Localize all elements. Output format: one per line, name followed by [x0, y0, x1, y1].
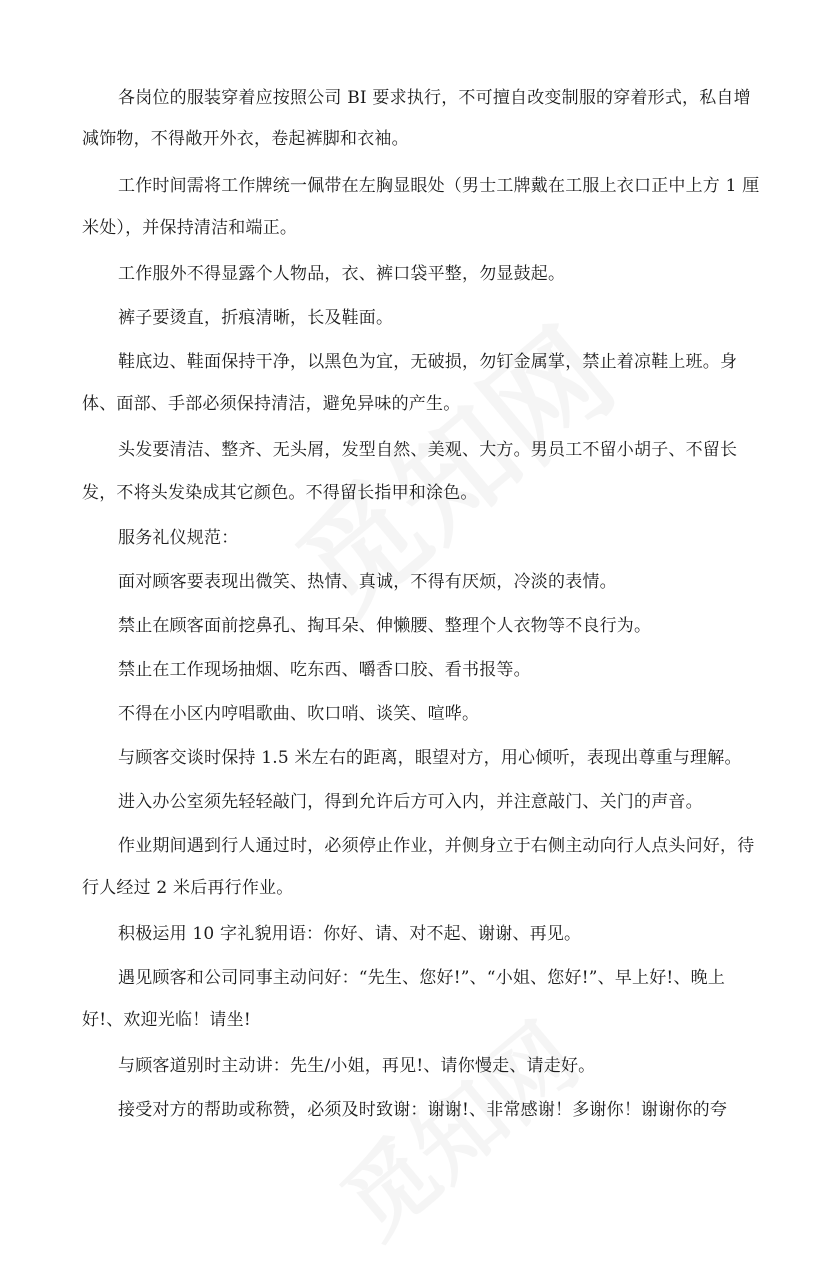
paragraph-line: 工作服外不得显露个人物品，衣、裤口袋平整，勿显鼓起。 [118, 264, 566, 284]
paragraph-line: 各岗位的服装穿着应按照公司 BI 要求执行，不可擅自改变制服的穿着形式，私自增 [118, 88, 751, 108]
paragraph-line: 接受对方的帮助或称赞，必须及时致谢：谢谢!、非常感谢！多谢你！谢谢你的夸 [118, 1100, 728, 1120]
paragraph-line: 工作时间需将工作牌统一佩带在左胸显眼处（男士工牌戴在工服上衣口正中上方 1 厘 [118, 176, 760, 196]
paragraph-line: 遇见顾客和公司同事主动问好：“先生、您好!”、“小姐、您好!”、早上好!、晚上 [118, 968, 726, 988]
paragraph-line: 好!、欢迎光临！请坐! [82, 1010, 251, 1030]
paragraph-line: 行人经过 2 米后再行作业。 [82, 878, 294, 898]
paragraph-line: 面对顾客要表现出微笑、热情、真诚，不得有厌烦，冷淡的表情。 [118, 572, 617, 592]
paragraph-line: 减饰物，不得敞开外衣，卷起裤脚和衣袖。 [82, 129, 409, 149]
paragraph-line: 积极运用 10 字礼貌用语：你好、请、对不起、谢谢、再见。 [118, 924, 582, 944]
paragraph-line: 作业期间遇到行人通过时，必须停止作业，并侧身立于右侧主动向行人点头问好，待 [118, 836, 755, 856]
paragraph-line: 与顾客交谈时保持 1.5 米左右的距离，眼望对方，用心倾听，表现出尊重与理解。 [118, 748, 742, 768]
paragraph-line: 头发要清洁、整齐、无头屑，发型自然、美观、大方。男员工不留小胡子、不留长 [118, 440, 738, 460]
paragraph-line: 进入办公室须先轻轻敲门，得到允许后方可入内，并注意敲门、关门的声音。 [118, 792, 703, 812]
paragraph-line: 发，不将头发染成其它颜色。不得留长指甲和涂色。 [82, 483, 478, 503]
paragraph-line: 禁止在顾客面前挖鼻孔、掏耳朵、伸懒腰、整理个人衣物等不良行为。 [118, 616, 652, 636]
paragraph-line: 禁止在工作现场抽烟、吃东西、嚼香口胶、看书报等。 [118, 660, 531, 680]
paragraph-line: 不得在小区内哼唱歌曲、吹口哨、谈笑、喧哗。 [118, 704, 480, 724]
paragraph-line: 裤子要烫直，折痕清晰，长及鞋面。 [118, 308, 394, 328]
section-heading: 服务礼仪规范： [118, 528, 239, 548]
paragraph-line: 鞋底边、鞋面保持干净，以黑色为宜，无破损，勿钉金属掌，禁止着凉鞋上班。身 [118, 352, 738, 372]
paragraph-line: 米处），并保持清洁和端正。 [82, 218, 298, 238]
watermark [310, 988, 600, 1261]
paragraph-line: 体、面部、手部必须保持清洁，避免异味的产生。 [82, 394, 461, 414]
paragraph-line: 与顾客道别时主动讲：先生/小姐，再见!、请你慢走、请走好。 [118, 1056, 596, 1076]
